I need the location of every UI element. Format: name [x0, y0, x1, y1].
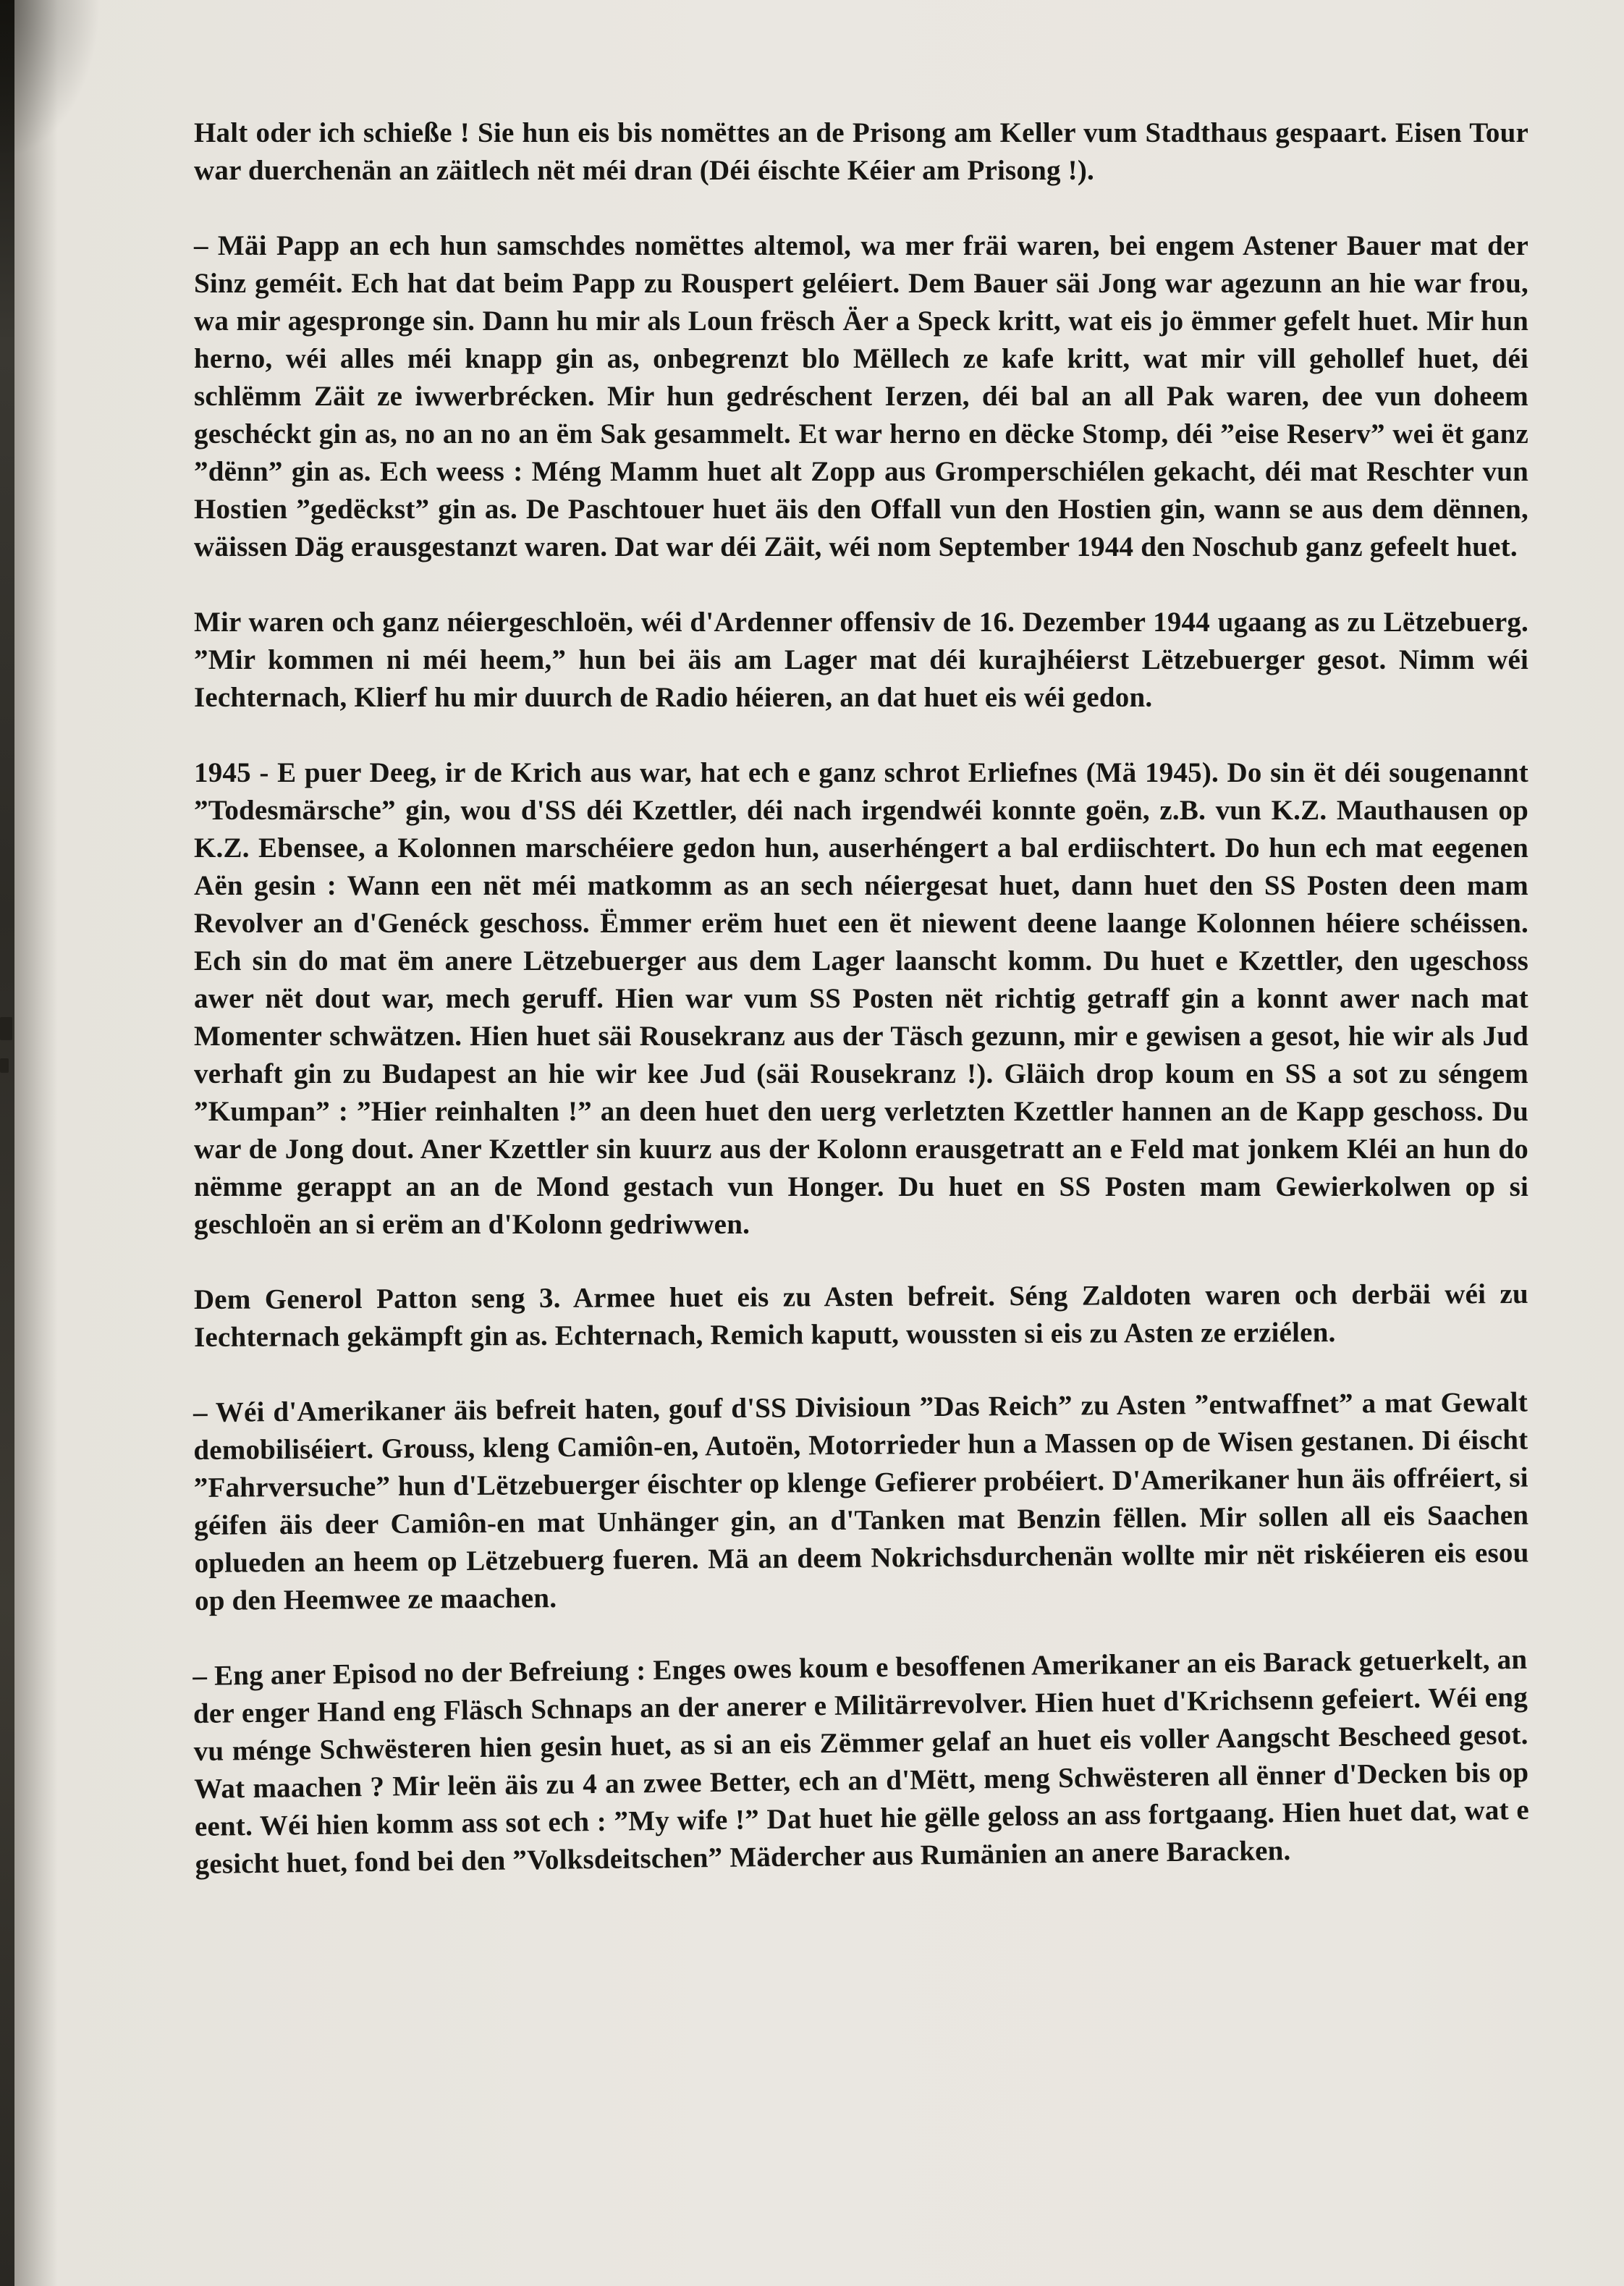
paragraph-7: – Eng aner Episod no der Befreiung : Enges owes koum e besoffenen Amerikaner an eis Barack getuerkelt, an der enger Hand eng Fläsch Schnaps an der anerer e Militärrevolver. Hien huet d'Krichsenn gefeiert. Wéi eng vu ménge Schwësteren hien gesin huet, as si an eis Zëmmer gelaf an huet eis voller Aangscht Bescheed gesot. Wat maachen ? Mir leën äis zu 4 an zwee Better, ech an d'Mëtt, meng Schwësteren all ënner d'Decken bis op eent. Wéi hien komm ass sot ech : ”My wife !” Dat huet hie gëlle geloss an ass fortgaang. Hien huet dat, wat e gesicht huet, fond bei den ”Volksdeitschen” Mädercher aus Rumänien an anere Baracken.	[193, 1643, 1530, 1880]
text-block	[194, 114, 1528, 1921]
paragraph-6: – Wéi d'Amerikaner äis befreit haten, gouf d'SS Divisioun ”Das Reich” zu Asten ”entwaffnet” a mat Gewalt demobiliséiert. Grouss, kleng Camiôn-en, Autoën, Motorrieder hun a Massen op de Wisen gestanen. Di éischt ”Fahrversuche” hun d'Lëtzebuerger éischter op klenge Gefierer probéiert. D'Amerikaner hun äis offréiert, si géifen äis deer Camiôn-en mat Unhänger gin, an d'Tanken mat Benzin fëllen. Mir sollen all eis Saachen oplueden an heem op Lëtzebuerg fueren. Mä an deem Nokrichsdurchenän wollte mir nët riskéieren eis esou op den Heemwee ze maachen.	[193, 1386, 1529, 1616]
paragraph-1: Halt oder ich schieße ! Sie hun eis bis nomëttes an de Prisong am Keller vum Stadthaus gespaart. Eisen Tour war duerchenän an zäitlech nët méi dran (Déi éischte Kéier am Prisong !).	[194, 117, 1528, 186]
paragraph-2: – Mäi Papp an ech hun samschdes nomëttes altemol, wa mer fräi waren, bei engem Astener Bauer mat der Sinz geméit. Ech hat dat beim Papp zu Rouspert geléiert. Dem Bauer säi Jong war agezunn an hie war frou, wa mir agespronge sin. Dann hu mir als Loun frësch Äer a Speck kritt, wat eis jo ëmmer gefelt huet. Mir hun herno, wéi alles méi knapp gin as, onbegrenzt blo Mëllech ze kafe kritt, wat mir vill gehollef huet, déi schlëmm Zäit ze iwwerbrécken. Mir hun gedréschent Ierzen, déi bal an all Pak waren, dee vun doheem geschéckt gin as, no an no an ëm Sak gesammelt. Et war herno en dëcke Stomp, déi ”eise Reserv” wei ët ganz ”dënn” gin as. Ech weess : Méng Mamm huet alt Zopp aus Gromperschiélen gekacht, déi mat Reschter vun Hostien ”gedëckst” gin as. De Paschtouer huet äis den Offall vun den Hostien gin, wann se aus dem dënnen, wäissen Däg erausgestanzt waren. Dat war déi Zäit, wéi nom September 1944 den Noschub ganz gefeelt huet.	[194, 230, 1528, 562]
scan-mark	[0, 1058, 9, 1073]
paragraph-4: 1945 - E puer Deeg, ir de Krich aus war, hat ech e ganz schrot Erliefnes (Mä 1945). Do sin ët déi sougenannt ”Todesmärsche” gin, wou d'SS déi Kzettler, déi nach irgendwéi konnte goën, z.B. vun K.Z. Mauthausen op K.Z. Ebensee, a Kolonnen marschéiere gedon hun, auserhéngert a bal erdiischtert. Do hun ech mat eegenen Aën gesin : Wann een nët méi matkomm as an sech néiergesat huet, dann huet den SS Posten deen mam Revolver an d'Genéck geschoss. Ëmmer erëm huet een ët niewent deene laange Kolonnen héiere schéissen. Ech sin do mat ëm anere Lëtzebuerger aus dem Lager laanscht komm. Du huet e Kzettler, den ugeschoss awer nët dout war, mech geruff. Hien war vum SS Posten nët richtig getraff gin a konnt awer nach mat Momenter schwätzen. Hien huet säi Rousekranz aus der Täsch gezunn, mir e gewisen a gesot, hie wir als Jud verhaft gin zu Budapest an hie wir kee Jud (säi Rousekranz !). Gläich drop koum en SS a sot zu séngem ”Kumpan” : ”Hier reinhalten !” an deen huet den uerg verletzten Kzettler hannen an de Kapp geschoss. Du war de Jong dout. Aner Kzettler sin kuurz aus der Kolonn erausgetratt an e Feld mat jonkem Kléi an hun do nëmme gerappt an an de Mond gestach vun Honger. Du huet en SS Posten mam Gewierkolwen op si geschloën an si erëm an d'Kolonn gedriwwen.	[194, 757, 1528, 1240]
scan-edge-shadow	[14, 0, 58, 2286]
scan-binding-edge	[0, 0, 14, 2286]
paragraph-5: Dem Generol Patton seng 3. Armee huet eis zu Asten befreit. Séng Zaldoten waren och derbäi wéi zu Iechternach gekämpft gin as. Echternach, Remich kaputt, woussten si eis zu Asten ze erziélen.	[193, 1278, 1528, 1353]
scan-mark	[0, 1017, 12, 1040]
paragraph-3: Mir waren och ganz néiergeschloën, wéi d'Ardenner offensiv de 16. Dezember 1944 ugaang as zu Lëtzebuerg. ”Mir kommen ni méi heem,” hun bei äis am Lager mat déi kurajhéierst Lëtzebuerger gesot. Nimm wéi Iechternach, Klierf hu mir duurch de Radio héieren, an dat huet eis wéi gedon.	[194, 607, 1528, 713]
